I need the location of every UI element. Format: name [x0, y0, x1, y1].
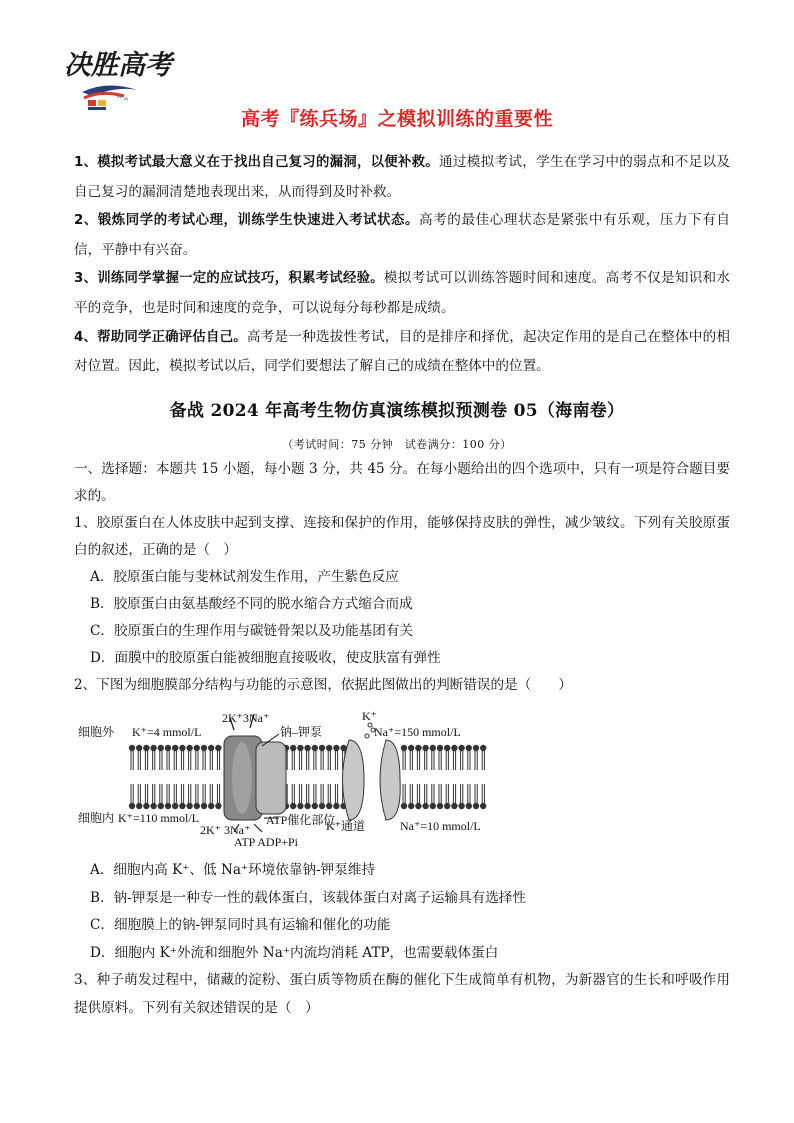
question-1-stem: 1、胶原蛋白在人体皮肤中起到支撑、连接和保护的作用，能够保持皮肤的弹性，减少皱纹。下列有关胶原蛋白的叙述，正确的是（ ） — [74, 515, 730, 558]
label-k-ion: K⁺ — [362, 709, 377, 723]
membrane-diagram — [74, 700, 494, 850]
q2-option-a[interactable]: A．细胞内高 K⁺、低 Na⁺环境依靠钠-钾泵维持 — [90, 862, 376, 878]
label-pump-bottom: 2K⁺ 3Na⁺ — [200, 823, 251, 837]
label-inside: 细胞内 — [78, 811, 115, 825]
intro-section — [74, 148, 730, 381]
questions-part1 — [74, 456, 730, 699]
label-atp-site: ATP催化部位 — [266, 813, 336, 827]
label-pump: 钠–钾泵 — [280, 725, 323, 739]
q1-option-c[interactable]: C．胶原蛋白的生理作用与碳链骨架以及功能基团有关 — [90, 623, 414, 639]
label-pump-top: 2K⁺3Na⁺ — [222, 711, 270, 725]
section-instruction: 一、选择题：本题共 15 小题，每小题 3 分，共 45 分。在每小题给出的四个选项中，只有一项是符合题目要求的。 — [74, 461, 730, 504]
label-k-out: K⁺=4 mmol/L — [132, 725, 202, 739]
intro-item: 1、模拟考试最大意义在于找出自己复习的漏洞，以便补救。通过模拟考试，学生在学习中的弱点和不足以及自己复习的漏洞清楚地表现出来，从而得到及时补救。 — [74, 154, 730, 200]
label-atp: ATP ADP+Pi — [234, 835, 299, 849]
questions-part2 — [74, 857, 730, 1022]
q1-option-d[interactable]: D．面膜中的胶原蛋白能被细胞直接吸收，使皮肤富有弹性 — [90, 650, 441, 666]
label-channel: K⁺通道 — [326, 819, 366, 833]
potassium-channel — [343, 740, 365, 820]
label-na-out: Na⁺=150 mmol/L — [374, 725, 461, 739]
phospholipid-bilayer — [129, 745, 487, 809]
page-title: 高考『练兵场』之模拟训练的重要性 — [240, 108, 553, 130]
intro-item: 3、训练同学掌握一定的应试技巧，积累考试经验。模拟考试可以训练答题时间和速度。高考不仅是知识和水平的竞争，也是时间和速度的竞争，可以说每分每秒都是成绩。 — [74, 270, 730, 316]
label-k-in: K⁺=110 mmol/L — [118, 811, 199, 825]
exam-subtitle: （考试时间：75 分钟 试卷满分：100 分） — [282, 438, 512, 451]
intro-item: 2、锻炼同学的考试心理，训练学生快速进入考试状态。高考的最佳心理状态是紧张中有乐观，压力下有自信，平静中有兴奋。 — [74, 212, 730, 258]
logo-text: 决胜高考 — [64, 50, 172, 81]
q2-option-d[interactable]: D．细胞内 K⁺外流和细胞外 Na⁺内流均消耗 ATP，也需要载体蛋白 — [90, 944, 499, 961]
label-outside: 细胞外 — [78, 725, 115, 739]
intro-item: 4、帮助同学正确评估自己。高考是一种选拔性考试，目的是排序和择优，起决定作用的是自己在整体中的相对位置。因此，模拟考试以后，同学们要想法了解自己的成绩在整体中的位置。 — [74, 328, 730, 375]
label-na-in: Na⁺=10 mmol/L — [400, 819, 481, 833]
exam-title: 备战 2024 年高考生物仿真演练模拟预测卷 05（海南卷） — [169, 401, 625, 421]
question-2-stem: 2、下图为细胞膜部分结构与功能的示意图，依据此图做出的判断错误的是（ ） — [74, 677, 573, 693]
q1-option-b[interactable]: B．胶原蛋白由氨基酸经不同的脱水缩合方式缩合而成 — [90, 596, 413, 612]
q2-option-c[interactable]: C．细胞膜上的钠-钾泵同时具有运输和催化的功能 — [90, 917, 391, 933]
q1-option-a[interactable]: A．胶原蛋白能与斐林试剂发生作用，产生紫色反应 — [90, 569, 399, 585]
q2-option-b[interactable]: B．钠-钾泵是一种专一性的载体蛋白，该载体蛋白对离子运输具有选择性 — [90, 889, 526, 906]
question-3-stem: 3、种子萌发过程中，储藏的淀粉、蛋白质等物质在酶的催化下生成简单有机物，为新器官的生长和呼吸作用提供原料。下列有关叙述错误的是（ ） — [74, 972, 730, 1016]
